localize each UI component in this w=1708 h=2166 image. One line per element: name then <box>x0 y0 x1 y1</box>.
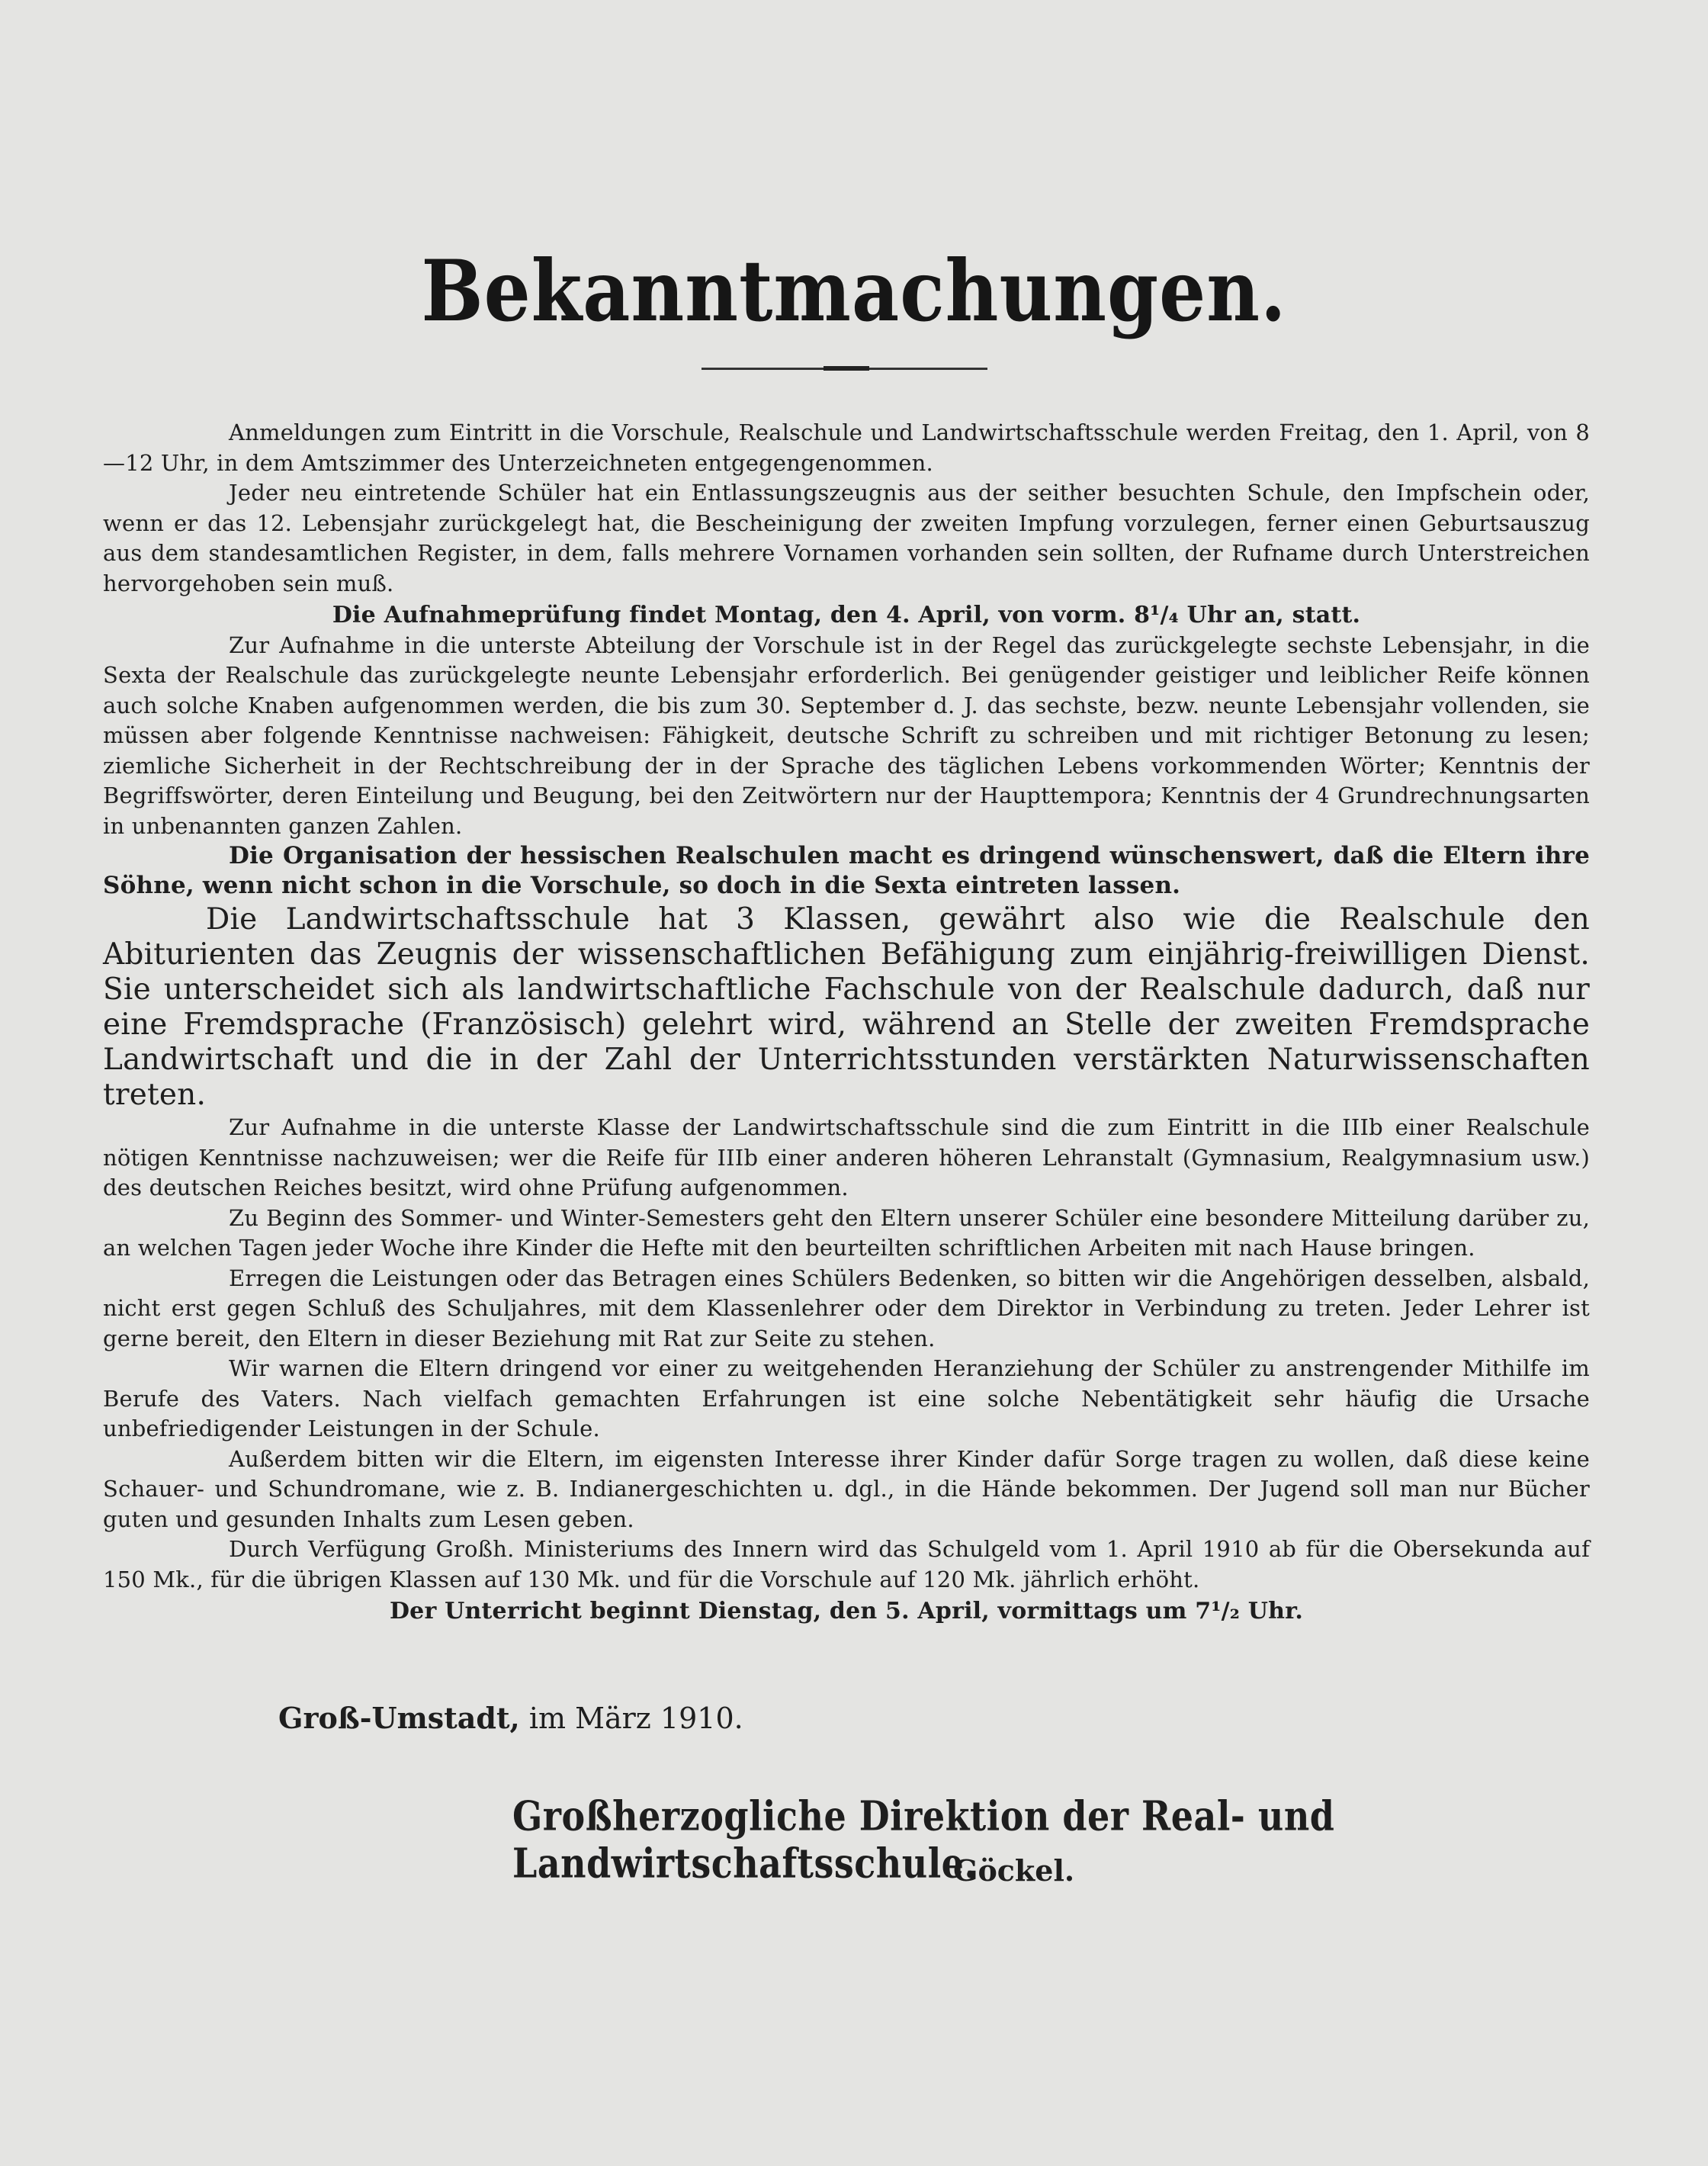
paragraph-documents: Jeder neu eintretende Schüler hat ein Entlassungszeugnis aus der seither besuchten Schule, den Impfschein oder, wenn er das 12. Lebensjahr zurückgelegt hat, die Bescheinigung der zweiten Impfung vorzulegen, ferner einen Geburtsauszug aus dem standesamtlichen Register, in dem, falls mehrere Vornamen vorhanden sein sollten, der Rufname durch Unterstreichen hervorgehoben sein muß. <box>103 480 1590 596</box>
page-title: Bekanntmachungen. <box>421 241 1287 341</box>
announcement-body <box>103 418 1590 1627</box>
signature-institution: Großherzogliche Direktion der Real- und Landwirtschaftsschule. <box>512 1792 1335 1888</box>
paragraph-lowest-class: Zur Aufnahme in die unterste Klasse der Landwirtschaftsschule sind die zum Eintritt in die IIIb einer Realschule nötigen Kenntnisse nachzuweisen; wer die Reife für IIIb einer anderen höheren Lehranstalt (Gymnasium, Realgymnasium usw.) des deutschen Reiches besitzt, wird ohne Prüfung aufgenommen. <box>103 1114 1590 1200</box>
paragraph-concerns: Erregen die Leistungen oder das Betragen eines Schülers Bedenken, so bitten wir die Angehörigen desselben, alsbald, nicht erst gegen Schluß des Schuljahres, mit dem Klassenlehrer oder dem Direktor in Verbindung zu treten. Jeder Lehrer ist gerne bereit, den Eltern in dieser Beziehung mit Rat zur Seite zu stehen. <box>103 1265 1590 1351</box>
paragraph-agricultural-school: Die Landwirtschaftsschule hat 3 Klassen, gewährt also wie die Realschule den Abiturienten das Zeugnis der wissenschaftlichen Befähigung zum einjährig-freiwilligen Dienst. Sie unterscheidet sich als landwirtschaftliche Fachschule von der Realschule dadurch, daß nur eine Fremdsprache (Französisch) gelehrt wird, während an Stelle der zweiten Fremdsprache Landwirtschaft und die in der Zahl der Unterrichtsstunden verstärkten Naturwissenschaften treten. <box>103 902 1590 1112</box>
paragraph-semester-notice: Zu Beginn des Sommer- und Winter-Semesters geht den Eltern unserer Schüler eine besondere Mitteilung darüber zu, an welchen Tagen jeder Woche ihre Kinder die Hefte mit den beurteilten schriftlichen Arbeiten mit nach Hause bringen. <box>103 1204 1590 1261</box>
paragraph-organisation: Die Organisation der hessischen Realschulen macht es dringend wünschenswert, daß die Eltern ihre Söhne, wenn nicht schon in die Vorschule, so doch in die Sexta eintreten lassen. <box>103 842 1590 899</box>
place-date <box>278 1701 743 1735</box>
paragraph-classes-begin: Der Unterricht beginnt Dienstag, den 5. April, vormittags um 7¹/₂ Uhr. <box>389 1598 1304 1624</box>
paragraph-admission-age: Zur Aufnahme in die unterste Abteilung der Vorschule ist in der Regel das zurückgelegte sechste Lebensjahr, in die Sexta der Realschule das zurückgelegte neunte Lebensjahr erforderlich. Bei genügender geistiger und leiblicher Reife können auch solche Knaben aufgenommen werden, die bis zum 30. September d. J. das sechste, bezw. neunte Lebensjahr vollenden, sie müssen aber folgende Kenntnisse nachweisen: Fähigkeit, deutsche Schrift zu schreiben und mit richtiger Betonung zu lesen; ziemliche Sicherheit in der Rechtschreibung der in der Sprache des täglichen Lebens vorkommenden Wörter; Kenntnis der Begriffswörter, deren Einteilung und Beugung, bei den Zeitwörtern nur der Haupttempora; Kenntnis der 4 Grundrechnungsarten in unbenannten ganzen Zahlen. <box>103 631 1590 839</box>
date-text: im März 1910. <box>519 1702 743 1735</box>
paragraph-exam-date: Die Aufnahmeprüfung findet Montag, den 4. April, von vorm. 8¹/₄ Uhr an, statt. <box>332 602 1361 628</box>
paragraph-work-warning: Wir warnen die Eltern dringend vor einer zu weitgehenden Heranziehung der Schüler zu anstrengender Mithilfe im Berufe des Vaters. Nach vielfach gemachten Erfahrungen ist eine solche Nebentätigkeit sehr häufig die Ursache unbefriedigender Leistungen in der Schule. <box>103 1355 1590 1441</box>
paragraph-school-fees: Durch Verfügung Großh. Ministeriums des Innern wird das Schulgeld vom 1. April 1910 ab für die Obersekunda auf 150 Mk., für die übrigen Klassen auf 130 Mk. und für die Vorschule auf 120 Mk. jährlich erhöht. <box>103 1536 1590 1592</box>
paragraph-reading: Außerdem bitten wir die Eltern, im eigensten Interesse ihrer Kinder dafür Sorge tragen zu wollen, daß diese keine Schauer- und Schundromane, wie z. B. Indianergeschichten u. dgl., in die Hände bekommen. Der Jugend soll man nur Bücher guten und gesunden Inhalts zum Lesen geben. <box>103 1445 1590 1532</box>
place-name: Groß-Umstadt, <box>278 1701 520 1735</box>
signature-name: Göckel. <box>953 1853 1075 1888</box>
title-divider <box>702 368 987 370</box>
paragraph-registration: Anmeldungen zum Eintritt in die Vorschule, Realschule und Landwirtschaftsschule werden Freitag, den 1. April, von 8—12 Uhr, in dem Amtszimmer des Unterzeichneten entgegengenommen. <box>103 419 1590 476</box>
